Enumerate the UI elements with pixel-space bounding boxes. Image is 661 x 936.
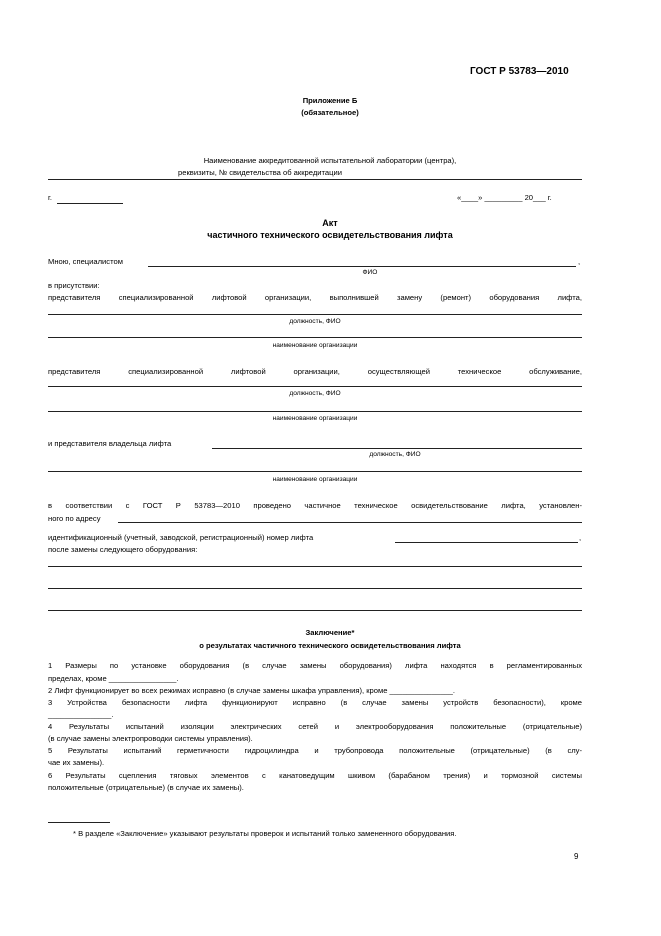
act-title: Акт bbox=[322, 218, 338, 228]
replaced-equipment-label: после замены следующего оборудования: bbox=[48, 545, 198, 554]
conclusion-item-3-line2: _______________. bbox=[48, 710, 114, 719]
conclusion-item-5-line1: 5 Результаты испытаний герметичности гидроцилиндра и трубопровода положительные (отрицательные) (в слу- bbox=[48, 746, 582, 755]
rep2-org-line bbox=[48, 411, 582, 412]
footnote-separator bbox=[48, 822, 110, 823]
conclusion-title: Заключение* bbox=[305, 628, 355, 637]
rep1-position-caption: должность, ФИО bbox=[289, 318, 341, 325]
conclusion-item-4-line2: (в случае замены электропроводки системы управления). bbox=[48, 734, 253, 743]
act-subtitle: частичного технического освидетельствования лифта bbox=[207, 230, 453, 240]
body-address-label: ного по адресу bbox=[48, 514, 101, 523]
lift-id-label: идентификационный (учетный, заводской, регистрационный) номер лифта bbox=[48, 533, 314, 542]
lift-id-comma: , bbox=[579, 533, 582, 542]
conclusion-item-1-line1: 1 Размеры по установке оборудования (в случае замены оборудования) лифта находятся в регламентированных bbox=[48, 661, 582, 670]
page-number: 9 bbox=[574, 852, 579, 861]
conclusion-item-6-line1: 6 Результаты сцепления тяговых элементов с канатоведущим шкивом (барабаном трения) и тормозной системы bbox=[48, 771, 582, 780]
rep1-text: представителя специализированной лифтовой организации, выполнившей замену (ремонт) оборудования лифта, bbox=[48, 293, 582, 302]
equipment-line-1 bbox=[48, 566, 582, 567]
rep3-org-caption: наименование организации bbox=[272, 476, 358, 483]
conclusion-item-3-line1: 3 Устройства безопасности лифта функционируют исправно (в случае замены устройств безопасности), кроме bbox=[48, 698, 582, 707]
laboratory-caption-line2: реквизиты, № свидетельства об аккредитации bbox=[178, 168, 342, 177]
rep3-text: и представителя владельца лифта bbox=[48, 439, 172, 448]
rep2-position-line bbox=[48, 386, 582, 387]
rep1-position-line bbox=[48, 314, 582, 315]
presence-label: в присутствии: bbox=[48, 281, 100, 290]
body-line1: в соответствии с ГОСТ Р 53783—2010 проведено частичное техническое освидетельствование лифта, установлен- bbox=[48, 501, 582, 510]
appendix-title: Приложение Б bbox=[302, 96, 358, 105]
rep3-org-line bbox=[48, 471, 582, 472]
appendix-subtitle: (обязательное) bbox=[301, 108, 359, 117]
rep3-position-caption: должность, ФИО bbox=[369, 451, 421, 458]
rep2-position-caption: должность, ФИО bbox=[289, 390, 341, 397]
conclusion-item-2: 2 Лифт функционирует во всех режимах исправно (в случае замены шкафа управления), кроме _______________. bbox=[48, 686, 455, 695]
equipment-line-2 bbox=[48, 588, 582, 589]
rep1-org-line bbox=[48, 337, 582, 338]
city-prefix: г. bbox=[48, 193, 52, 202]
specialist-label: Мною, специалистом bbox=[48, 257, 123, 266]
rep1-org-caption: наименование организации bbox=[272, 342, 358, 349]
conclusion-item-6-line2: положительные (отрицательные) (в случае их замены). bbox=[48, 783, 244, 792]
conclusion-item-4-line1: 4 Результаты испытаний изоляции электрических сетей и электрооборудования положительные (отрицательные) bbox=[48, 722, 582, 731]
specialist-comma: , bbox=[578, 257, 581, 266]
equipment-line-3 bbox=[48, 610, 582, 611]
rep2-org-caption: наименование организации bbox=[272, 415, 358, 422]
city-field-line bbox=[57, 203, 123, 204]
laboratory-caption-line1: Наименование аккредитованной испытательной лаборатории (центра), bbox=[203, 156, 457, 165]
specialist-name-line bbox=[148, 266, 576, 267]
address-line bbox=[118, 522, 582, 523]
act-date: «____» _________ 20___ г. bbox=[457, 193, 552, 202]
conclusion-item-1-line2: пределах, кроме ________________. bbox=[48, 674, 179, 683]
lift-id-line bbox=[395, 542, 578, 543]
conclusion-item-5-line2: чае их замены). bbox=[48, 758, 105, 767]
rep2-text: представителя специализированной лифтовой организации, осуществляющей техническое обслуживание, bbox=[48, 367, 582, 376]
rep3-position-line bbox=[212, 448, 582, 449]
laboratory-underline bbox=[48, 179, 582, 180]
conclusion-subtitle: о результатах частичного технического освидетельствования лифта bbox=[199, 641, 461, 650]
footnote: * В разделе «Заключение» указывают результаты проверок и испытаний только замененного оборудования. bbox=[73, 829, 457, 838]
document-standard-number: ГОСТ Р 53783—2010 bbox=[470, 66, 569, 77]
specialist-caption: ФИО bbox=[362, 269, 378, 276]
